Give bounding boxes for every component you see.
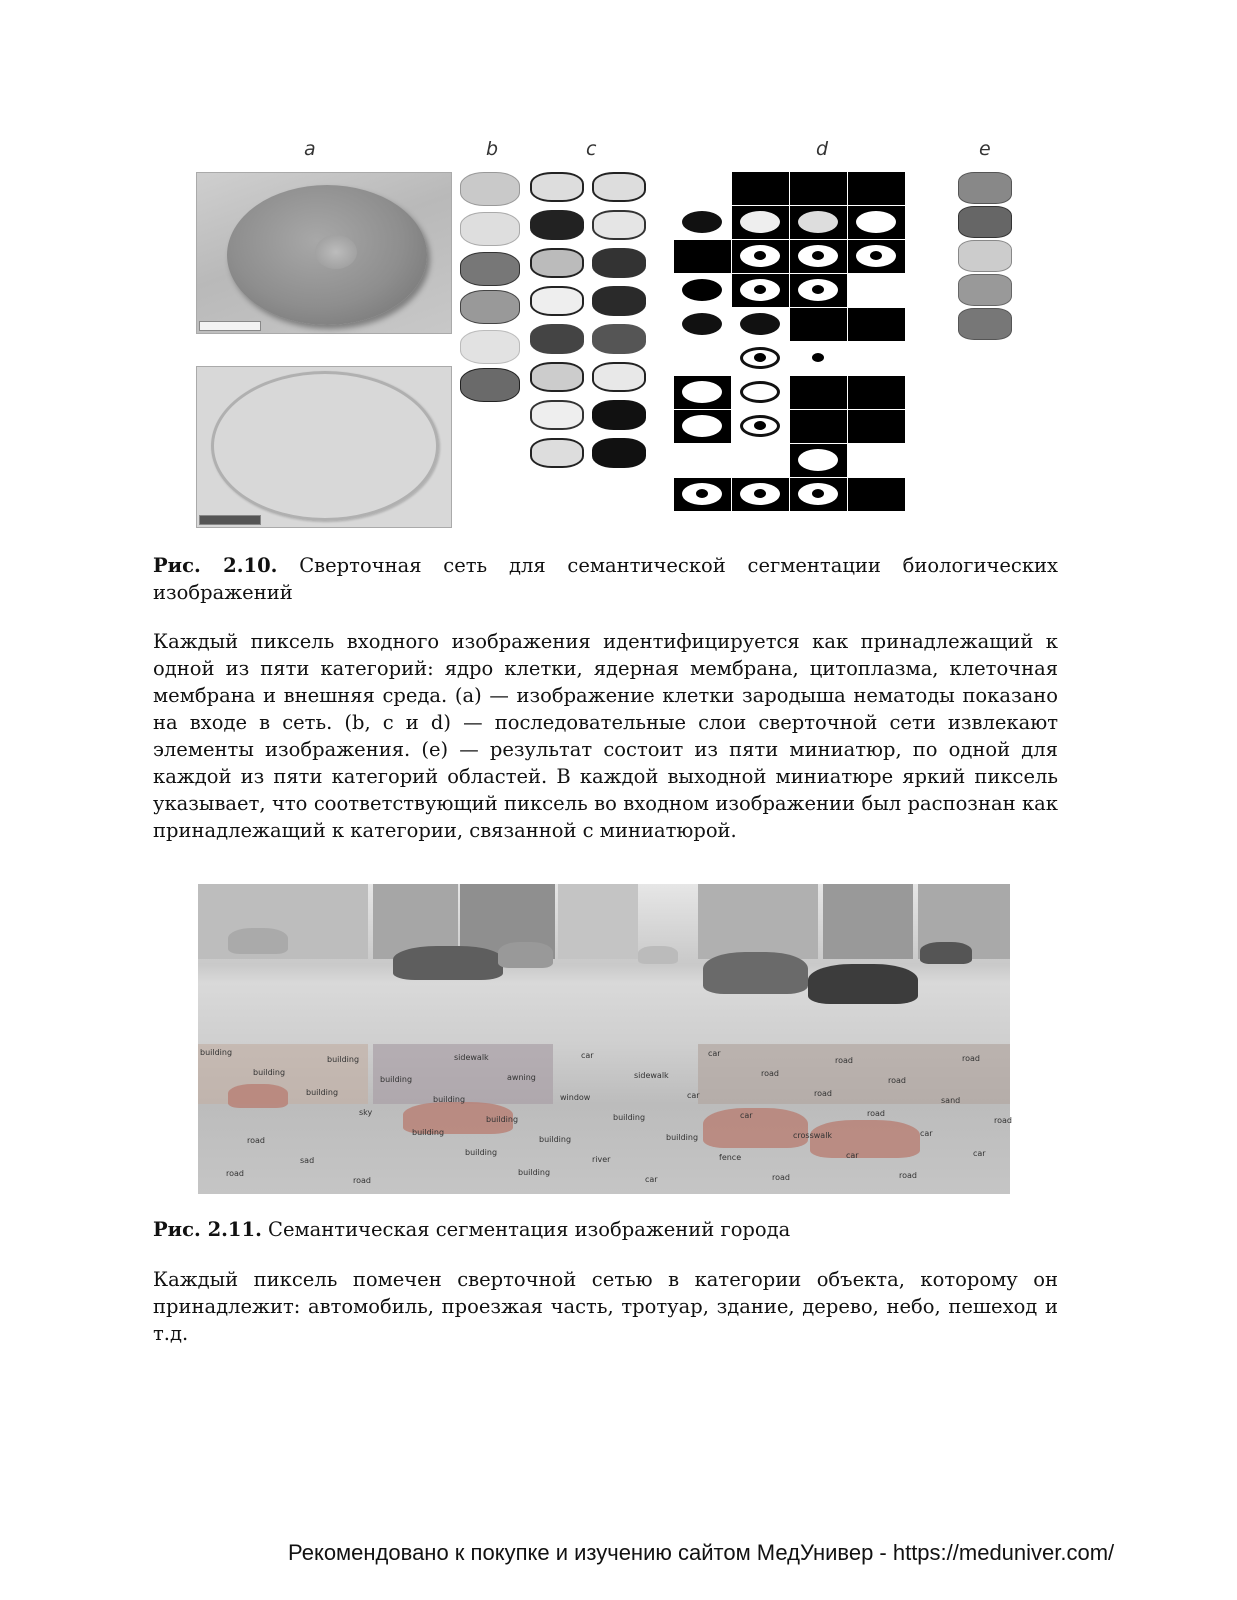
panel-label-d: d <box>816 138 829 160</box>
segment-label: road <box>835 1056 853 1065</box>
figure-2-11-caption <box>153 1216 1058 1243</box>
segment-label: awning <box>507 1073 536 1082</box>
input-cell-image <box>196 172 452 334</box>
segment-label: car <box>581 1051 594 1060</box>
segment-label: road <box>994 1116 1012 1125</box>
segment-label: sad <box>300 1156 315 1165</box>
panel-label-c: c <box>586 138 597 160</box>
segment-label: building <box>539 1135 572 1144</box>
segment-label: car <box>973 1149 986 1158</box>
segment-label: road <box>962 1054 980 1063</box>
figure-2-11-label: Рис. 2.11. <box>153 1218 262 1241</box>
segment-label: window <box>560 1093 591 1102</box>
segment-label: road <box>888 1076 906 1085</box>
segment-label: car <box>920 1129 933 1138</box>
panel-label-e: e <box>979 138 991 160</box>
figure-2-10-description: Каждый пиксель входного изображения идентифицируется как принадлежащий к одной из пяти категорий: ядро клетки, ядерная мембрана, цитоплазма, клеточная мембрана и внешняя среда. (a) — изображение клетки зародыша нематоды показано на входе в сеть. (b, c и d) — последовательные слои сверточной сети извлекают элементы изображения. (e) — результат состоит из пяти миниатюр, по одной для каждой из пяти категорий областей. В каждой выходной миниатюре яркий пиксель указывает, что соответствующий пиксель во входном изображении был распознан как принадлежащий к категории, связанной с миниатюрой. <box>153 630 1058 842</box>
panel-label-a: a <box>304 138 316 160</box>
layer-c-maps <box>530 172 654 476</box>
segment-label: road <box>226 1169 244 1178</box>
segment-label: car <box>846 1151 859 1160</box>
segment-label: building <box>200 1048 233 1057</box>
segment-label: crosswalk <box>793 1131 833 1140</box>
segment-label: building <box>666 1133 699 1142</box>
segment-label: sky <box>359 1108 373 1117</box>
segment-label: road <box>353 1176 371 1185</box>
input-cell-image-2 <box>196 366 452 528</box>
segment-label: building <box>327 1055 360 1064</box>
figure-2-11-caption-text: Семантическая сегментация изображений города <box>261 1218 791 1241</box>
figure-2-11-description: Каждый пиксель помечен сверточной сетью в категории объекта, которому он принадлежит: автомобиль, проезжая часть, тротуар, здание, дерево, небо, пешеход и т.д. <box>153 1268 1058 1345</box>
panel-label-b: b <box>486 138 499 160</box>
segment-label: car <box>645 1175 658 1184</box>
segment-label: building <box>412 1128 445 1137</box>
segment-label: road <box>814 1089 832 1098</box>
segmented-panorama <box>198 1044 1010 1194</box>
segment-label: building <box>380 1075 413 1084</box>
segment-label: river <box>592 1155 611 1164</box>
layer-b-maps <box>460 172 522 412</box>
segment-label: car <box>740 1111 753 1120</box>
segment-label: sidewalk <box>634 1071 669 1080</box>
footer-note: Рекомендовано к покупке и изучению сайтом МедУнивер - https://meduniver.com/ <box>288 1540 1115 1565</box>
segment-label: building <box>613 1113 646 1122</box>
segment-label: car <box>708 1049 721 1058</box>
segment-label: road <box>899 1171 917 1180</box>
segment-label: road <box>247 1136 265 1145</box>
segment-label: building <box>486 1115 519 1124</box>
figure-2-10-caption <box>153 552 1058 606</box>
street-panorama <box>198 884 1010 1044</box>
segment-label: building <box>518 1168 551 1177</box>
segment-label: car <box>687 1091 700 1100</box>
layer-d-maps <box>674 172 904 514</box>
output-maps <box>958 172 1014 344</box>
segment-label: sand <box>941 1096 961 1105</box>
segment-label: road <box>772 1173 790 1182</box>
figure-2-10 <box>196 138 1038 538</box>
segment-label: building <box>306 1088 339 1097</box>
segment-label: building <box>465 1148 498 1157</box>
segment-label: building <box>433 1095 466 1104</box>
figure-2-10-caption-text: Сверточная сеть для семантической сегментации биологических изображений <box>153 554 1059 604</box>
segment-label: fence <box>719 1153 742 1162</box>
figure-2-11 <box>198 884 1010 1194</box>
segment-label: sidewalk <box>454 1053 489 1062</box>
figure-2-10-label: Рис. 2.10. <box>153 554 278 577</box>
segment-label: road <box>761 1069 779 1078</box>
segment-label: building <box>253 1068 286 1077</box>
segment-label: road <box>867 1109 885 1118</box>
